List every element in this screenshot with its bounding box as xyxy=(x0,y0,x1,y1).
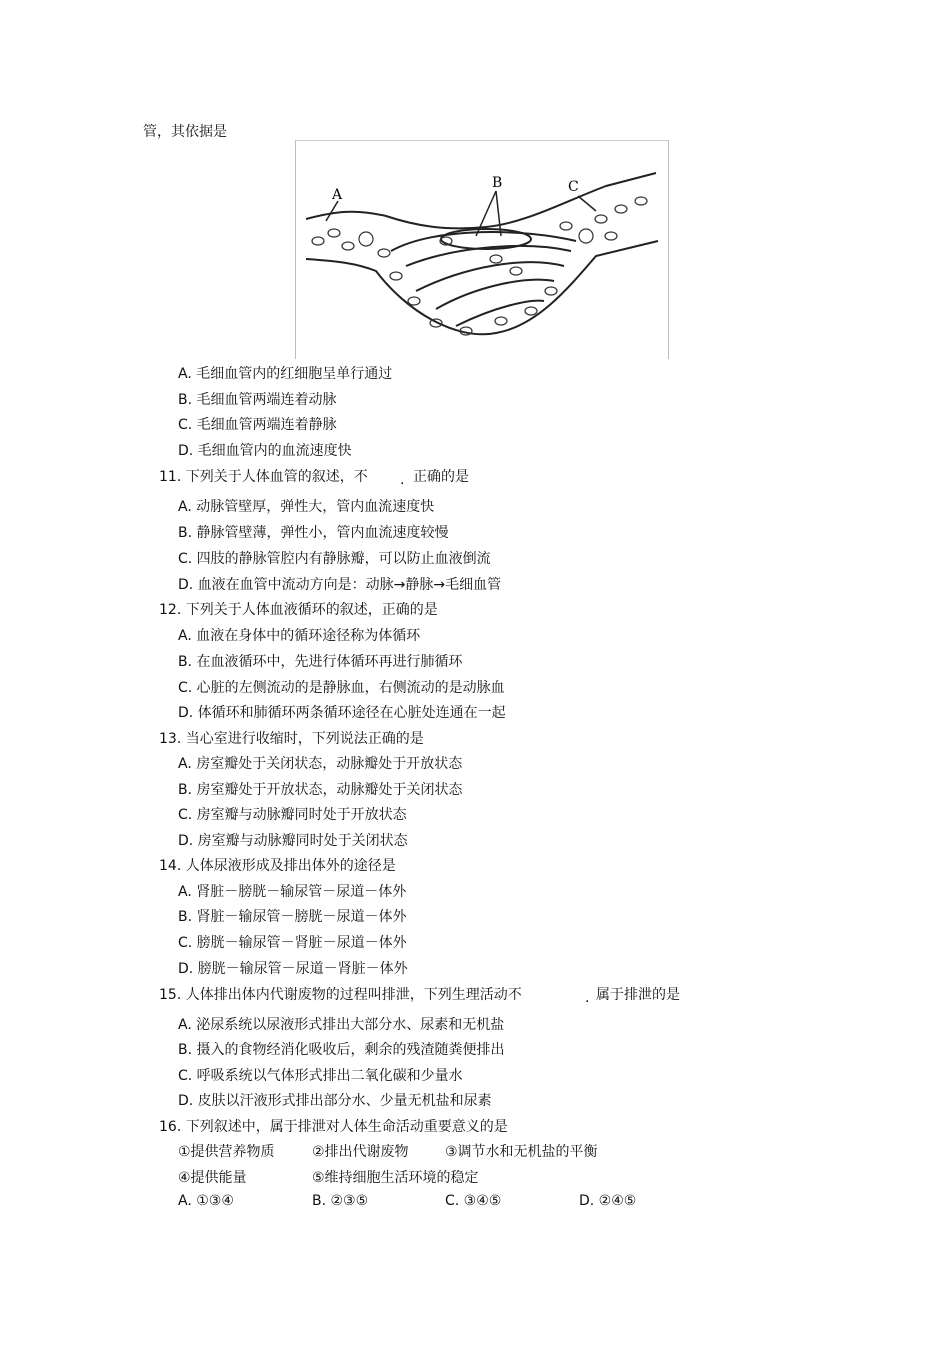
label-b: B xyxy=(492,175,503,191)
q13-option-d: D. 房室瓣与动脉瓣同时处于关闭状态 xyxy=(178,833,408,849)
q15-stem-a: 15. 人体排出体内代谢废物的过程叫排泄，下列生理活动不 xyxy=(159,987,522,1003)
q16-item-4: ④提供能量 xyxy=(178,1170,247,1186)
q15-option-b: B. 摄入的食物经消化吸收后，剩余的残渣随粪便排出 xyxy=(178,1042,505,1058)
q11-stem-a: 11. 下列关于人体血管的叙述，不 xyxy=(159,469,368,485)
q10-option-c: C. 毛细血管两端连着静脉 xyxy=(178,417,337,433)
q16-option-a: A. ①③④ xyxy=(178,1193,234,1209)
q16-option-c: C. ③④⑤ xyxy=(445,1193,502,1209)
q16-option-d: D. ②④⑤ xyxy=(579,1193,637,1209)
q16-item-3: ③调节水和无机盐的平衡 xyxy=(445,1144,598,1160)
capillary-diagram xyxy=(296,141,668,359)
q16-stem: 16. 下列叙述中，属于排泄对人体生命活动重要意义的是 xyxy=(159,1119,508,1135)
q13-option-c: C. 房室瓣与动脉瓣同时处于开放状态 xyxy=(178,807,407,823)
q15-option-d: D. 皮肤以汗液形式排出部分水、少量无机盐和尿素 xyxy=(178,1093,492,1109)
q14-option-c: C. 膀胱－输尿管－肾脏－尿道－体外 xyxy=(178,935,407,951)
q15-option-c: C. 呼吸系统以气体形式排出二氧化碳和少量水 xyxy=(178,1068,463,1084)
q12-option-b: B. 在血液循环中，先进行体循环再进行肺循环 xyxy=(178,654,463,670)
q15-option-a: A. 泌尿系统以尿液形式排出大部分水、尿素和无机盐 xyxy=(178,1017,505,1033)
q16-item-5: ⑤维持细胞生活环境的稳定 xyxy=(312,1170,479,1186)
q16-item-1: ①提供营养物质 xyxy=(178,1144,275,1160)
q12-option-c: C. 心脏的左侧流动的是静脉血，右侧流动的是动脉血 xyxy=(178,680,505,696)
capillary-figure xyxy=(295,140,669,359)
q11-option-a: A. 动脉管壁厚，弹性大，管内血流速度快 xyxy=(178,499,435,515)
q16-option-b: B. ②③⑤ xyxy=(312,1193,369,1209)
q11-option-d: D. 血液在血管中流动方向是：动脉→静脉→毛细血管 xyxy=(178,577,502,593)
q12-stem: 12. 下列关于人体血液循环的叙述，正确的是 xyxy=(159,602,438,618)
label-a: A xyxy=(332,187,343,203)
q14-stem: 14. 人体尿液形成及排出体外的途径是 xyxy=(159,858,396,874)
q11-stem-b: 正确的是 xyxy=(413,469,469,485)
q12-option-a: A. 血液在身体中的循环途径称为体循环 xyxy=(178,628,421,644)
q15-emphasis-dot: . xyxy=(585,990,590,1006)
q11-option-b: B. 静脉管壁薄，弹性小，管内血流速度较慢 xyxy=(178,525,449,541)
q11-option-c: C. 四肢的静脉管腔内有静脉瓣，可以防止血液倒流 xyxy=(178,551,491,567)
q13-option-a: A. 房室瓣处于关闭状态，动脉瓣处于开放状态 xyxy=(178,756,463,772)
q13-option-b: B. 房室瓣处于开放状态，动脉瓣处于关闭状态 xyxy=(178,782,463,798)
q16-item-2: ②排出代谢废物 xyxy=(312,1144,409,1160)
q15-stem-b: 属于排泄的是 xyxy=(596,987,680,1003)
q10-option-a: A. 毛细血管内的红细胞呈单行通过 xyxy=(178,366,393,382)
label-c: C xyxy=(568,179,579,195)
q14-option-d: D. 膀胱－输尿管－尿道－肾脏－体外 xyxy=(178,961,408,977)
q14-option-a: A. 肾脏－膀胱－输尿管－尿道－体外 xyxy=(178,884,407,900)
q14-option-b: B. 肾脏－输尿管－膀胱－尿道－体外 xyxy=(178,909,407,925)
q10-option-d: D. 毛细血管内的血流速度快 xyxy=(178,443,352,459)
q10-option-b: B. 毛细血管两端连着动脉 xyxy=(178,392,337,408)
q11-emphasis-dot: . xyxy=(400,472,405,488)
q13-stem: 13. 当心室进行收缩时，下列说法正确的是 xyxy=(159,731,424,747)
q12-option-d: D. 体循环和肺循环两条循环途径在心脏处连通在一起 xyxy=(178,705,506,721)
intro-text: 管，其依据是 xyxy=(143,124,227,140)
